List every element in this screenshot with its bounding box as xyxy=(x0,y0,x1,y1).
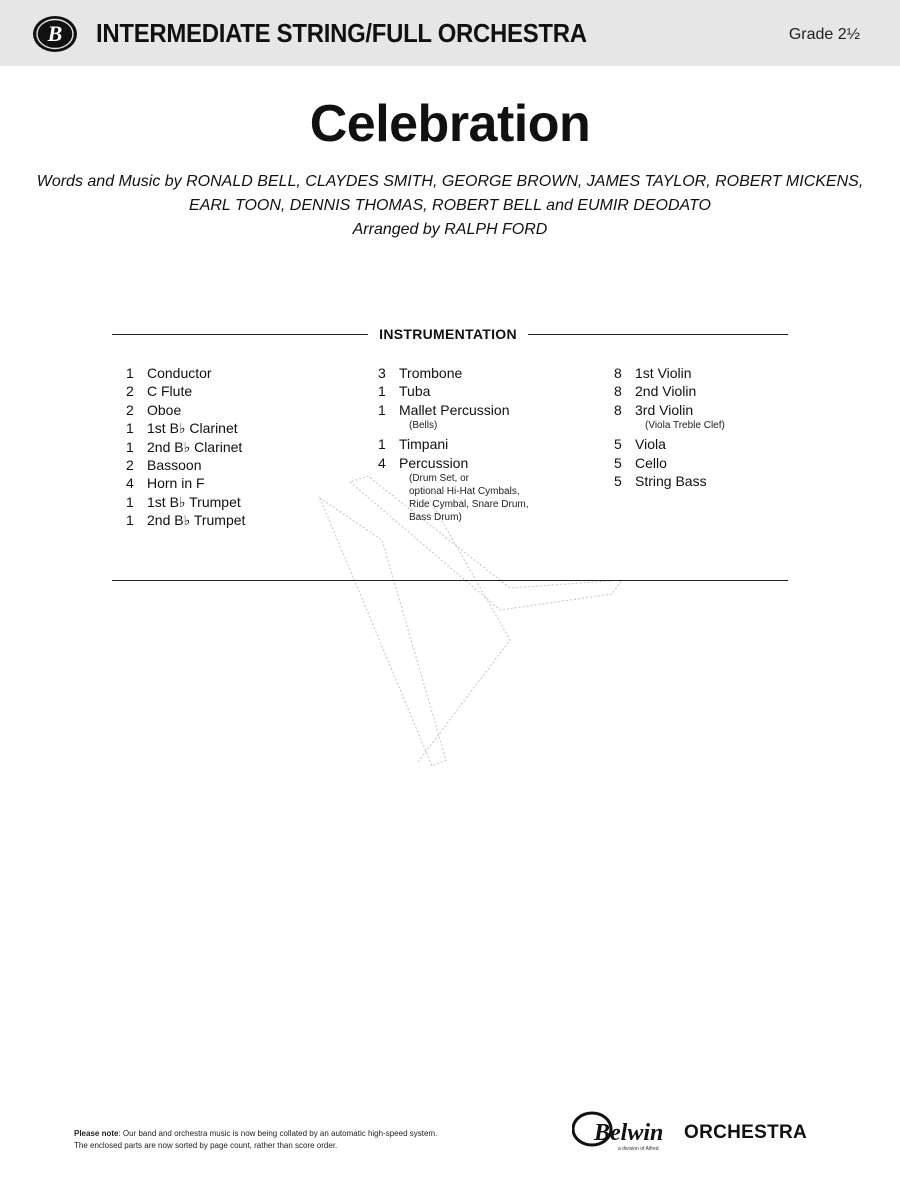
instrument-item: 2 Bassoon xyxy=(126,457,202,474)
instrument-item: 1 Tuba xyxy=(378,383,431,400)
instrument-item: 1 1st B♭ Clarinet xyxy=(126,420,238,437)
instrument-item: 1 Timpani xyxy=(378,436,449,453)
heading-rule-left xyxy=(112,334,368,335)
instrument-item: 1 2nd B♭ Trumpet xyxy=(126,512,246,529)
belwin-b-logo-icon xyxy=(32,14,78,54)
credits xyxy=(0,170,900,242)
instrument-item: 8 3rd Violin xyxy=(614,401,694,418)
credits-line-1: Words and Music by RONALD BELL, CLAYDES SMITH, GEORGE BROWN, JAMES TAYLOR, ROBERT MICKENS, xyxy=(36,173,864,190)
instrument-item: 1 2nd B♭ Clarinet xyxy=(126,438,243,455)
instrument-item: 5 String Bass xyxy=(614,473,707,490)
instrument-note: (Viola Treble Clef) xyxy=(645,420,725,432)
series-title: INTERMEDIATE STRING/FULL ORCHESTRA xyxy=(96,18,587,48)
footer-note-line-2: The enclosed parts are now sorted by page count, rather than score order. xyxy=(74,1141,338,1150)
instrument-item: 3 Trombone xyxy=(378,365,463,381)
instrument-item: 4 Percussion xyxy=(378,454,469,471)
instrument-note: (Drum Set, or xyxy=(409,473,470,485)
footer-note xyxy=(74,1128,534,1152)
instrumentation-bottom-rule xyxy=(112,580,788,581)
instrument-item: 2 C Flute xyxy=(126,383,193,400)
instrument-item: 2 Oboe xyxy=(126,401,182,418)
instrument-item: 4 Horn in F xyxy=(126,475,205,492)
brand-name: ORCHESTRA xyxy=(684,1122,808,1143)
footer-note-label: Please note xyxy=(74,1129,119,1138)
instrument-note: Ride Cymbal, Snare Drum, xyxy=(409,499,529,511)
instrument-column-3 xyxy=(614,364,725,490)
instrument-note: (Bells) xyxy=(409,420,438,432)
instrument-item: 8 1st Violin xyxy=(614,365,692,381)
instrumentation-heading-row xyxy=(112,324,788,346)
heading-rule-right xyxy=(528,334,788,335)
belwin-orchestra-brand xyxy=(572,1110,832,1156)
header-band xyxy=(0,0,900,66)
instrument-column-2 xyxy=(378,364,528,524)
page-title: Celebration xyxy=(309,95,591,153)
instrument-column-1 xyxy=(126,364,245,530)
instrument-item: 1 Conductor xyxy=(126,365,212,381)
grade-label: Grade 2½ xyxy=(788,26,860,43)
credits-line-3: Arranged by RALPH FORD xyxy=(352,221,548,238)
instrument-item: 5 Cello xyxy=(614,454,667,471)
instrument-item: 1 Mallet Percussion xyxy=(378,401,510,418)
brand-tagline: a division of Alfred xyxy=(618,1146,659,1152)
brand-wordmark: Belwin xyxy=(594,1120,664,1146)
instrument-item: 8 2nd Violin xyxy=(614,383,697,400)
instrumentation-heading: INSTRUMENTATION xyxy=(379,326,517,342)
instrument-note: Bass Drum) xyxy=(409,512,462,524)
instrument-item: 5 Viola xyxy=(614,436,666,453)
credits-line-2: EARL TOON, DENNIS THOMAS, ROBERT BELL and EUMIR DEODATO xyxy=(189,197,711,214)
svg-text:B: B xyxy=(47,21,63,46)
footer-note-line-1: : Our band and orchestra music is now being collated by an automatic high-speed system. xyxy=(118,1129,438,1138)
instrument-note: optional Hi-Hat Cymbals, xyxy=(409,486,520,498)
instrument-item: 1 1st B♭ Trumpet xyxy=(126,493,241,510)
